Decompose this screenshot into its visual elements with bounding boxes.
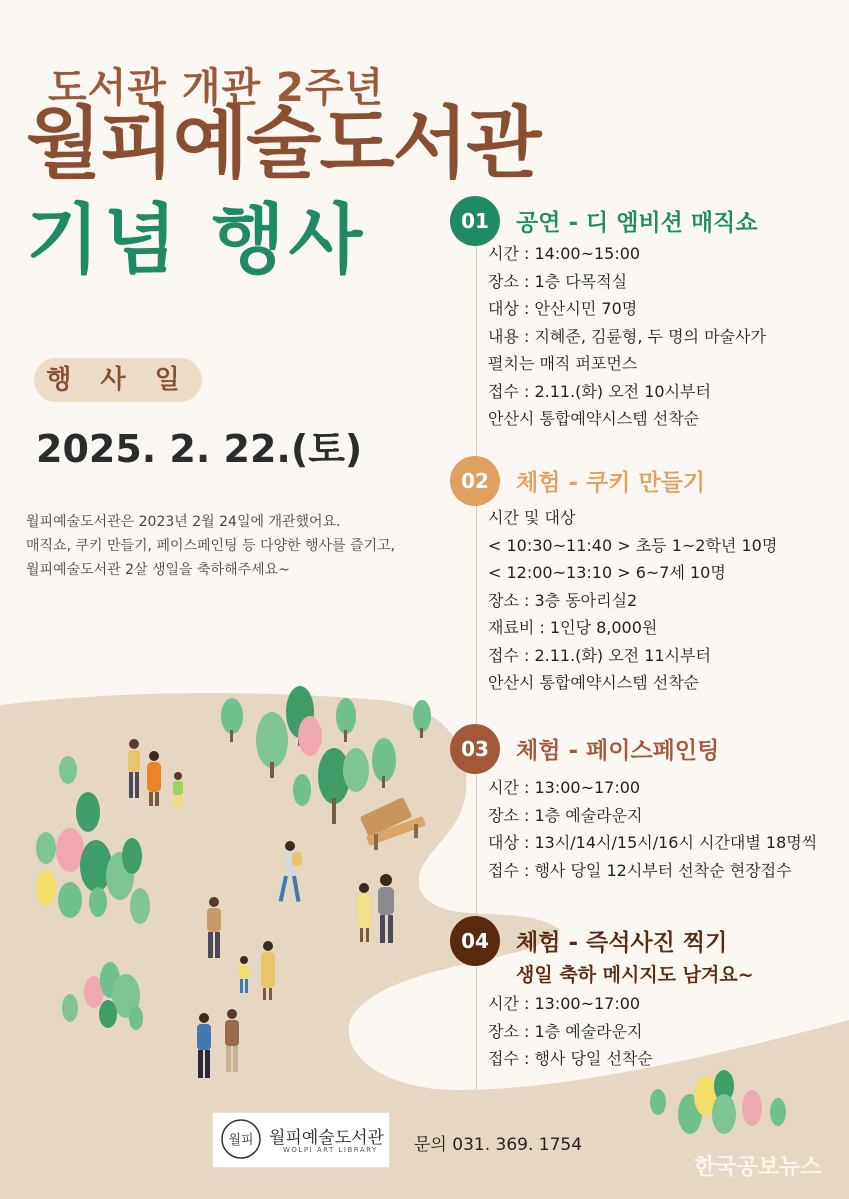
intro-line: 월피예술도서관은 2023년 2월 24일에 개관했어요. xyxy=(26,514,341,530)
event-details xyxy=(488,990,653,1073)
event-detail-line: 펼치는 매직 퍼포먼스 xyxy=(488,354,638,373)
library-logo-icon xyxy=(219,1117,263,1161)
event-title: 체험 - 쿠키 만들기 xyxy=(516,470,706,496)
event-detail-line: 접수 : 행사 당일 12시부터 선착순 현장접수 xyxy=(488,860,792,880)
event-detail-line: 시간 : 14:00~15:00 xyxy=(488,244,641,263)
library-logo xyxy=(212,1112,390,1168)
event-details xyxy=(488,240,766,433)
event-number-badge: 04 xyxy=(450,916,500,966)
event-title: 체험 - 페이스페인팅 xyxy=(516,738,720,764)
event-detail-line: 내용 : 지혜준, 김륜형, 두 명의 마술사가 xyxy=(488,326,766,346)
event-date: 2025. 2. 22.(토) xyxy=(36,427,363,471)
page-title-sub: 기념 행사 xyxy=(26,195,367,284)
event-detail-line: 대상 : 안산시민 70명 xyxy=(488,299,638,318)
event-detail-line: 시간 : 13:00~17:00 xyxy=(488,994,641,1013)
event-number-badge: 01 xyxy=(450,196,500,246)
event-detail-line: 안산시 통합예약시스템 선착순 xyxy=(488,409,700,428)
event-title: 공연 - 디 엠비션 매직쇼 xyxy=(516,210,758,236)
event-detail-line: 재료비 : 1인당 8,000원 xyxy=(488,618,658,637)
event-detail-line: < 12:00~13:10 > 6~7세 10명 xyxy=(488,563,726,582)
event-detail-line: 장소 : 1층 다목적실 xyxy=(488,271,628,291)
intro-line: 매직쇼, 쿠키 만들기, 페이스페인팅 등 다양한 행사를 즐기고, xyxy=(26,538,396,554)
event-detail-line: 대상 : 13시/14시/15시/16시 시간대별 18명씩 xyxy=(488,833,818,852)
logo-mark-text: 월피 xyxy=(228,1133,254,1148)
event-detail-line: 접수 : 2.11.(화) 오전 10시부터 xyxy=(488,381,711,401)
event-title: 체험 - 즉석사진 찍기 xyxy=(516,930,728,956)
event-subtitle: 생일 축하 메시지도 남겨요~ xyxy=(516,964,754,986)
event-details xyxy=(488,504,777,697)
event-detail-line: 안산시 통합예약시스템 선착순 xyxy=(488,673,700,692)
anniversary-subtitle: 도서관 개관 2주년 xyxy=(48,65,385,111)
event-details xyxy=(488,774,817,884)
event-number-badge: 03 xyxy=(450,724,500,774)
page-title: 월피예술도서관 xyxy=(26,99,540,189)
event-detail-line: 장소 : 1층 예술라운지 xyxy=(488,805,643,825)
intro-line: 월피예술도서관 2살 생일을 축하해주세요~ xyxy=(26,562,290,578)
contact-phone: 문의 031. 369. 1754 xyxy=(414,1135,583,1155)
event-detail-line: < 10:30~11:40 > 초등 1~2학년 10명 xyxy=(488,535,778,555)
event-number-badge: 02 xyxy=(450,456,500,506)
intro-text xyxy=(26,510,446,582)
event-detail-line: 장소 : 1층 예술라운지 xyxy=(488,1021,643,1041)
watermark: 한국공보뉴스 xyxy=(694,1155,822,1180)
library-logo-en: WOLPI ART LIBRARY xyxy=(283,1146,378,1154)
event-detail-line: 시간 : 13:00~17:00 xyxy=(488,778,641,797)
event-detail-line: 시간 및 대상 xyxy=(488,508,576,527)
event-detail-line: 접수 : 2.11.(화) 오전 11시부터 xyxy=(488,645,711,665)
event-detail-line: 접수 : 행사 당일 선착순 xyxy=(488,1049,653,1068)
event-detail-line: 장소 : 3층 동아리실2 xyxy=(488,590,638,610)
library-logo-name: 월피예술도서관 xyxy=(269,1128,384,1148)
event-date-label: 행 사 일 xyxy=(34,358,202,402)
